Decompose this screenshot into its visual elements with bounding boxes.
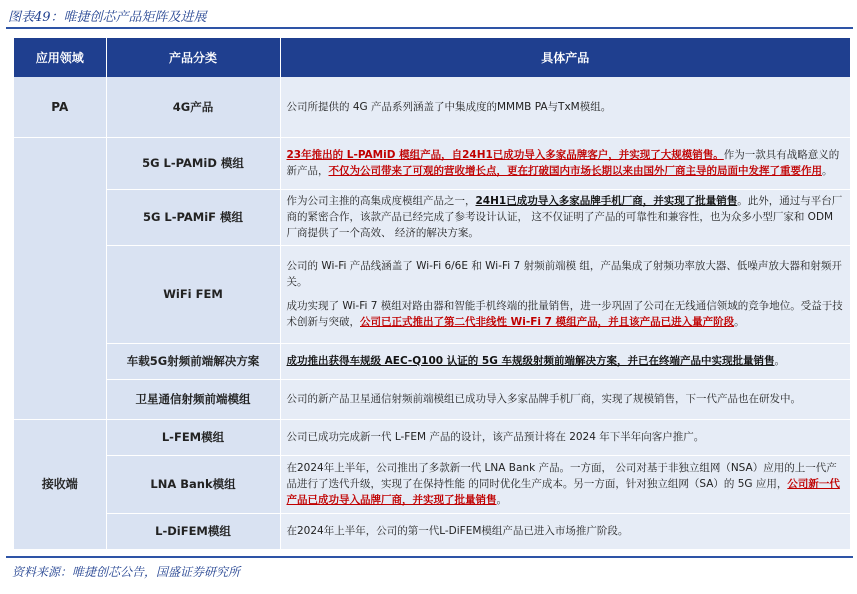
detail-paragraph: 公司的 Wi-Fi 产品线涵盖了 Wi-Fi 6/6E 和 Wi-Fi 7 射频前端模 组，产品集成了射频功率放大器、低噪声放大器和射频开关。	[286, 260, 842, 288]
detail-text: 在2024年上半年，公司推出了多款新一代 LNA Bank 产品。一方面， 公司对基于非独立组网（NSA）应用的上一代产品进行了迭代升级，实现了在保持性能 的同时优化生产成本。另一方面，针对独立组网（SA）的 5G 应用，	[286, 462, 837, 490]
highlight-text: 公司新一代产品已成功导入品牌厂商，并实现了批量销售	[286, 478, 840, 506]
detail-text: 成功实现了 Wi-Fi 7 模组对路由器和智能手机终端的批量销售，进一步巩固了公司在无线通信领域的竞争地位。受益于技术创新与突破，	[286, 300, 843, 328]
table-row	[14, 379, 850, 419]
domain-cell-empty	[14, 137, 106, 419]
header-category: 产品分类	[106, 38, 280, 77]
table-header-row	[14, 38, 850, 77]
highlight-text: 23年推出的 L-PAMiD 模组产品，自24H1已成功导入多家品牌客户，并实现了大规模销售。	[286, 149, 724, 161]
category-cell: L-DiFEM模组	[106, 513, 280, 549]
emphasis-text: 成功推出获得车规级 AEC-Q100 认证的 5G 车规级射频前端解决方案，并已在终端产品中实现批量销售	[286, 355, 775, 367]
bottom-rule	[6, 556, 853, 558]
highlight-text: 不仅为公司带来了可观的营收增长点，更在打破国内市场长期以来由国外厂商主导的局面中发挥了重要作用	[328, 165, 822, 177]
table-row	[14, 137, 850, 189]
detail-cell	[280, 455, 850, 513]
category-cell: 4G产品	[106, 77, 280, 137]
product-matrix-table	[14, 38, 850, 550]
table-row	[14, 245, 850, 343]
detail-text: 作为公司主推的高集成度模组产品之一，	[286, 195, 476, 207]
emphasis-text: 24H1已成功导入多家品牌手机厂商，并实现了批量销售	[475, 195, 738, 207]
detail-text: 。	[734, 316, 745, 328]
category-cell: WiFi FEM	[106, 245, 280, 343]
figure-caption: 图表49：唯捷创芯产品矩阵及进展	[8, 10, 207, 25]
category-cell: L-FEM模组	[106, 419, 280, 455]
table-row	[14, 419, 850, 455]
highlight-text: 公司已正式推出了第二代非线性 Wi-Fi 7 模组产品，并且该产品已进入量产阶段	[360, 316, 735, 328]
detail-cell	[280, 189, 850, 245]
detail-text: 作为一款具有战略意义的新产品，	[286, 149, 840, 177]
detail-cell	[280, 137, 850, 189]
detail-text: 。	[774, 355, 785, 367]
detail-cell: 公司所提供的 4G 产品系列涵盖了中集成度的MMMB PA与TxM模组。	[280, 77, 850, 137]
category-cell: 车载5G射频前端解决方案	[106, 343, 280, 379]
detail-cell: 公司的新产品卫星通信射频前端模组已成功导入多家品牌手机厂商，实现了规模销售，下一代产品也在研发中。	[280, 379, 850, 419]
table-row	[14, 513, 850, 549]
detail-text: 。	[496, 494, 507, 506]
detail-text: 。	[822, 165, 833, 177]
detail-cell	[280, 343, 850, 379]
category-cell: LNA Bank模组	[106, 455, 280, 513]
category-cell: 5G L-PAMiD 模组	[106, 137, 280, 189]
detail-cell	[280, 245, 850, 343]
source-note: 资料来源：唯捷创芯公告，国盛证券研究所	[12, 565, 241, 579]
header-domain: 应用领域	[14, 38, 106, 77]
table-row	[14, 343, 850, 379]
detail-cell: 公司已成功完成新一代 L-FEM 产品的设计，该产品预计将在 2024 年下半年向客户推广。	[280, 419, 850, 455]
category-cell: 卫星通信射频前端模组	[106, 379, 280, 419]
table-row	[14, 189, 850, 245]
domain-cell-receiver: 接收端	[14, 419, 106, 549]
category-cell: 5G L-PAMiF 模组	[106, 189, 280, 245]
detail-text: 。此外，通过与平台厂商的紧密合作，该款产品已经完成了参考设计认证， 这不仅证明了产品的可靠性和兼容性，也为众多小型厂家和 ODM 厂商提供了一个高效、 经济的解决方案。	[286, 195, 843, 239]
header-product: 具体产品	[280, 38, 850, 77]
table-row	[14, 77, 850, 137]
table-row	[14, 455, 850, 513]
detail-cell: 在2024年上半年，公司的第一代L-DiFEM模组产品已进入市场推广阶段。	[280, 513, 850, 549]
top-rule	[6, 27, 853, 29]
domain-cell-pa: PA	[14, 77, 106, 137]
